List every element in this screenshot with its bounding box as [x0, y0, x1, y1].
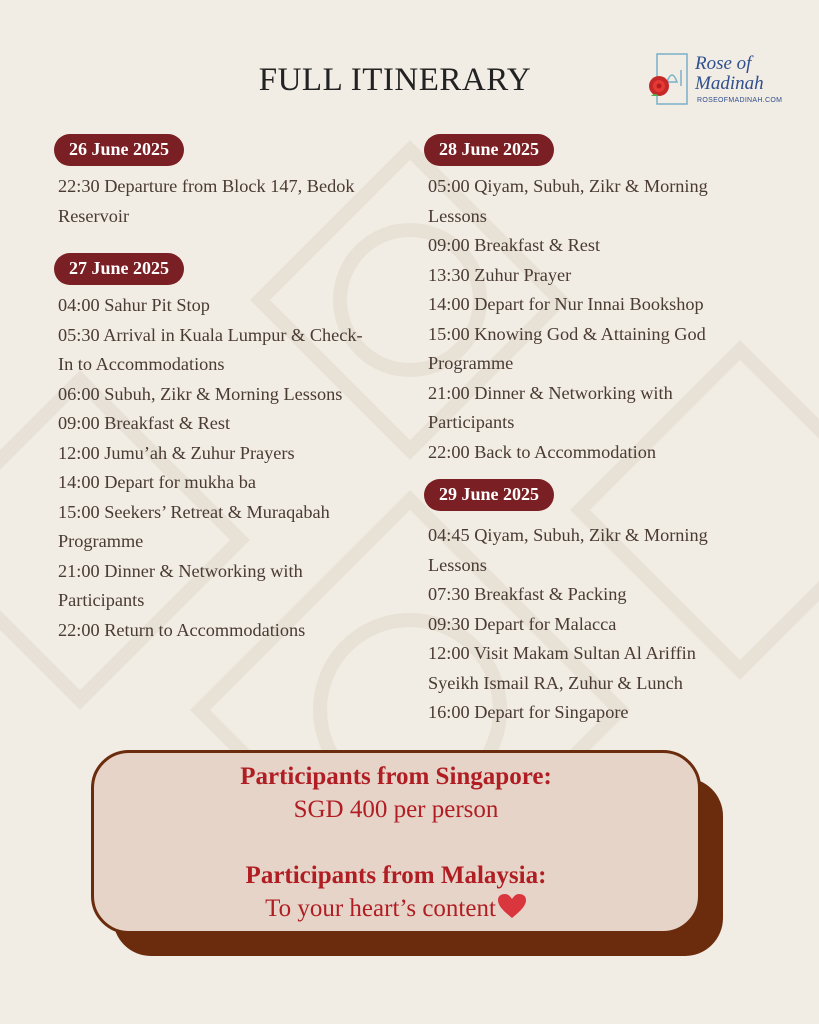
schedule-item: 07:30 Breakfast & Packing: [428, 584, 627, 604]
schedule-item: 05:30 Arrival in Kuala Lumpur & Check-: [58, 324, 363, 345]
brand-logo: [645, 52, 795, 112]
schedule-item: 21:00 Dinner & Networking with: [428, 382, 673, 403]
schedule-item: 13:30 Zuhur Prayer: [428, 264, 572, 285]
sg-price: SGD 400 per person: [293, 796, 499, 823]
schedule-item: 22:30 Departure from Block 147, Bedok: [58, 176, 355, 196]
logo-name-line1: Rose of: [695, 53, 752, 74]
schedule-item: 14:00 Depart for Nur Innai Bookshop: [428, 294, 704, 314]
logo-name-line2: Madinah: [695, 73, 764, 94]
schedule-item: Lessons: [428, 554, 487, 575]
schedule-item: 09:30 Depart for Malacca: [428, 613, 617, 634]
schedule-item: 22:00 Back to Accommodation: [428, 441, 656, 462]
schedule-item: 22:00 Return to Accommodations: [58, 619, 306, 640]
page-title: FULL ITINERARY: [258, 62, 532, 98]
schedule-list: [428, 172, 768, 467]
schedule-list: [428, 521, 768, 728]
logo-name: [695, 54, 764, 94]
schedule-item: 05:00 Qiyam, Subuh, Zikr & Morning: [428, 176, 708, 196]
schedule-item: Participants: [428, 412, 515, 432]
schedule-item: Lessons: [428, 205, 487, 226]
day-block: [428, 479, 768, 728]
schedule-item: 16:00 Depart for Singapore: [428, 702, 629, 722]
schedule-list: [58, 291, 410, 645]
schedule-item: 09:00 Breakfast & Rest: [428, 235, 601, 255]
schedule-item: Reservoir: [58, 205, 130, 226]
schedule-item: Programme: [58, 531, 144, 551]
date-pill: 28 June 2025: [424, 134, 554, 166]
schedule-item: 15:00 Knowing God & Attaining God: [428, 323, 706, 344]
schedule-item: 04:00 Sahur Pit Stop: [58, 295, 210, 315]
itinerary-column-left: [58, 134, 410, 667]
my-price-row: [94, 892, 698, 925]
schedule-item: 21:00 Dinner & Networking with: [58, 560, 303, 581]
date-pill: 26 June 2025: [54, 134, 184, 166]
schedule-item: Programme: [428, 353, 514, 373]
day-block: [428, 134, 768, 467]
schedule-item: In to Accommodations: [58, 354, 225, 374]
schedule-list: [58, 172, 410, 231]
date-pill: 29 June 2025: [424, 479, 554, 511]
schedule-item: 09:00 Breakfast & Rest: [58, 413, 231, 433]
logo-url: ROSEOFMADINAH.COM: [697, 97, 783, 104]
itinerary-column-right: [428, 134, 768, 750]
schedule-item: 15:00 Seekers’ Retreat & Muraqabah: [58, 501, 330, 522]
sg-heading: Participants from Singapore:: [240, 763, 552, 790]
my-heading: Participants from Malaysia:: [245, 862, 547, 889]
schedule-item: 12:00 Visit Makam Sultan Al Ariffin: [428, 643, 696, 663]
my-price: To your heart’s content: [265, 895, 496, 922]
schedule-item: 04:45 Qiyam, Subuh, Zikr & Morning: [428, 525, 708, 545]
heart-icon: [497, 893, 527, 919]
schedule-item: 12:00 Jumu’ah & Zuhur Prayers: [58, 442, 295, 463]
day-block: [58, 134, 410, 231]
schedule-item: 06:00 Subuh, Zikr & Morning Lessons: [58, 383, 343, 404]
pricing-box: [91, 750, 701, 934]
day-block: [58, 253, 410, 645]
rose-mosque-icon: [645, 52, 695, 108]
schedule-item: 14:00 Depart for mukha ba: [58, 472, 256, 492]
schedule-item: Syeikh Ismail RA, Zuhur & Lunch: [428, 672, 683, 693]
schedule-item: Participants: [58, 590, 145, 610]
date-pill: 27 June 2025: [54, 253, 184, 285]
